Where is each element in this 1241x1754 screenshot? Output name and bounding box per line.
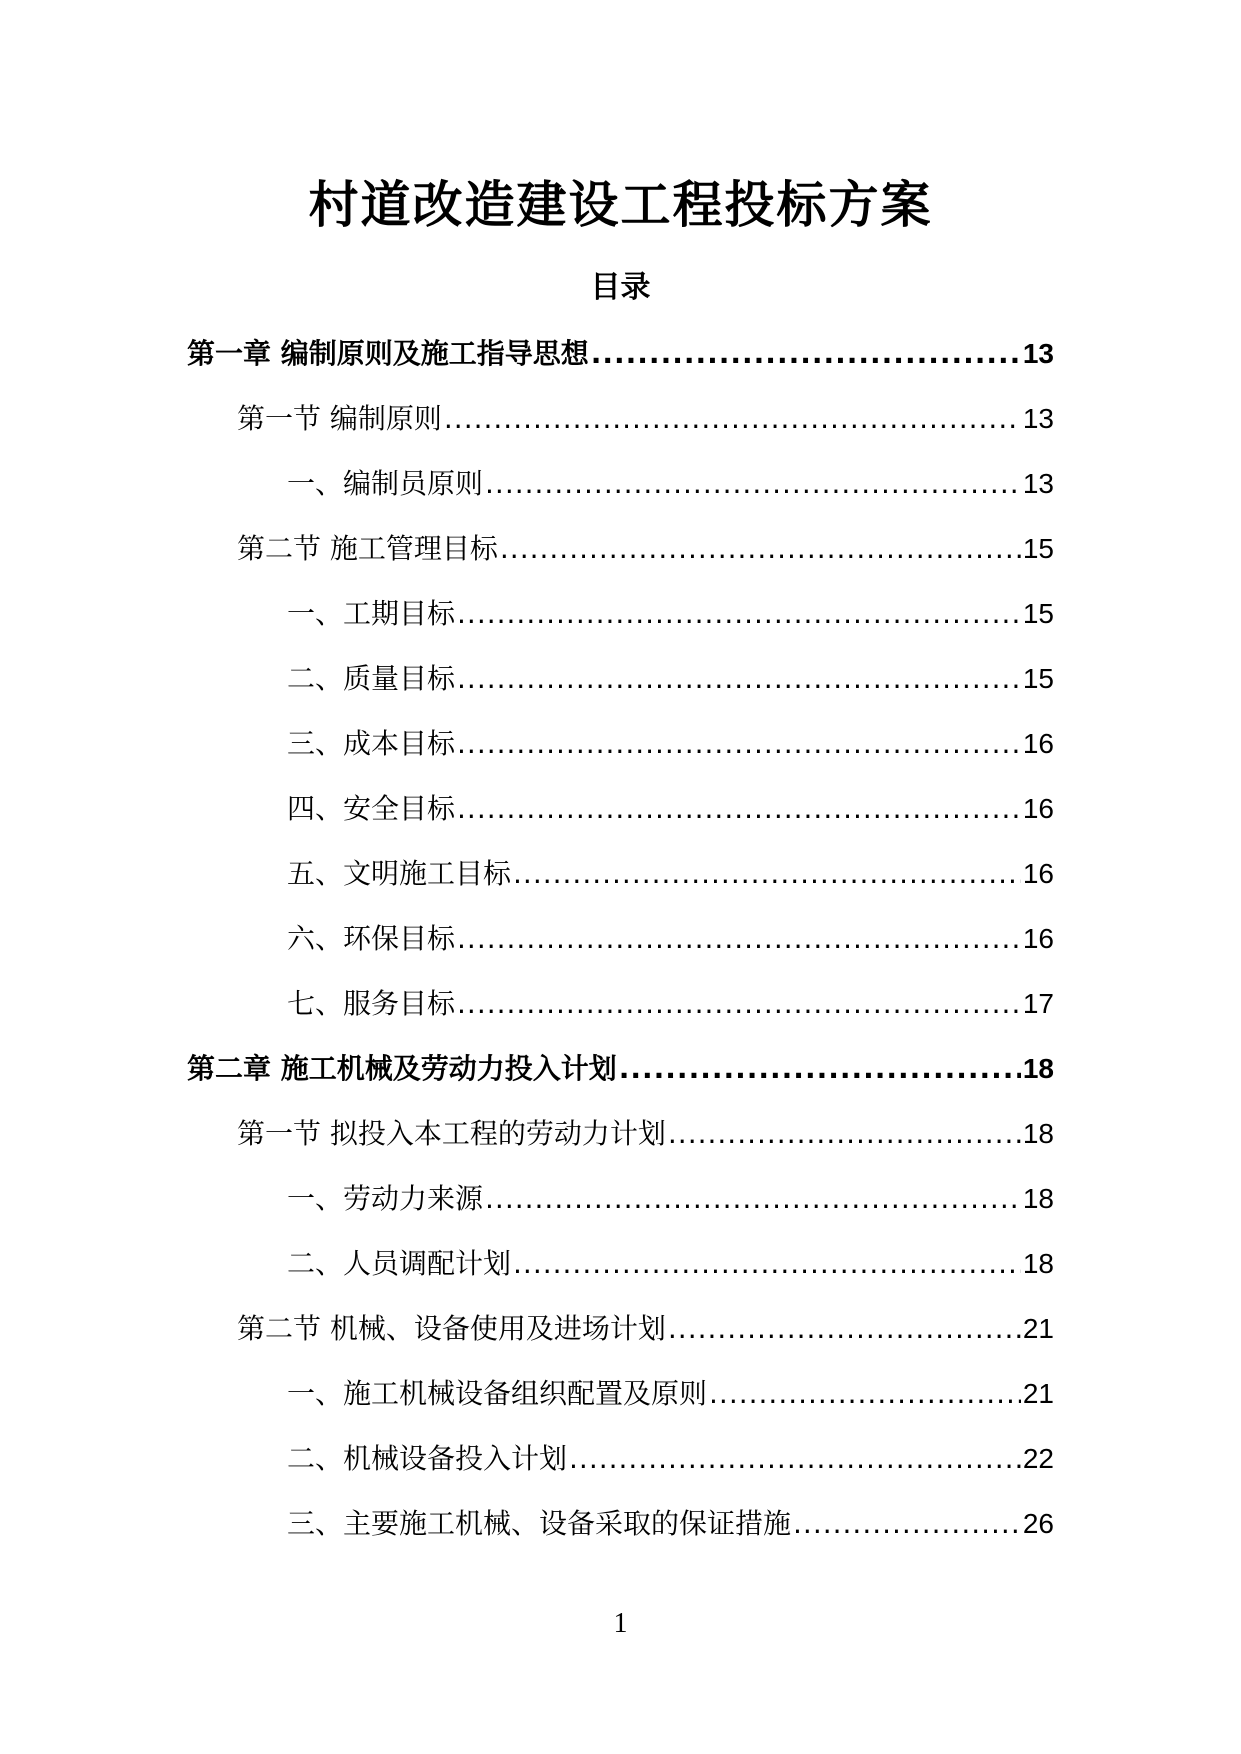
toc-dot-leader	[485, 1171, 1021, 1227]
toc-entry-page: 18	[1022, 1183, 1054, 1214]
toc-entry-page: 16	[1022, 923, 1054, 954]
toc-dot-leader	[668, 1106, 1021, 1162]
toc-entry[interactable]	[187, 1171, 1054, 1236]
toc-dot-leader	[444, 391, 1021, 447]
toc-entry[interactable]	[187, 1366, 1054, 1431]
toc-entry[interactable]	[187, 521, 1054, 586]
toc-entry[interactable]	[187, 1301, 1054, 1366]
toc-entry[interactable]	[187, 976, 1054, 1041]
toc-entry-title: 三、主要施工机械、设备采取的保证措施	[287, 1507, 792, 1540]
toc-entry-title: 第一节 拟投入本工程的劳动力计划	[237, 1117, 666, 1150]
toc-entry-page: 16	[1022, 793, 1054, 824]
toc-entry[interactable]	[187, 911, 1054, 976]
toc-dot-leader	[485, 456, 1021, 512]
toc-entry-page: 13	[1022, 338, 1054, 369]
toc-entry-page: 21	[1022, 1378, 1054, 1409]
toc-entry-title: 四、安全目标	[287, 792, 456, 825]
toc-entry[interactable]	[187, 1041, 1054, 1106]
toc-entry-title: 第二节 施工管理目标	[237, 532, 498, 565]
toc-entry-title: 五、文明施工目标	[287, 857, 512, 890]
toc-entry-page: 15	[1022, 663, 1054, 694]
toc-entry[interactable]	[187, 1236, 1054, 1301]
toc-entry[interactable]	[187, 391, 1054, 456]
toc-dot-leader	[513, 1236, 1021, 1292]
toc-dot-leader	[591, 326, 1021, 382]
toc-dot-leader	[513, 846, 1021, 902]
toc-dot-leader	[793, 1496, 1021, 1552]
toc-dot-leader	[668, 1301, 1021, 1357]
toc-entry-page: 18	[1022, 1118, 1054, 1149]
toc-entry[interactable]	[187, 1106, 1054, 1171]
toc-dot-leader	[500, 521, 1021, 577]
toc-entry-page: 21	[1022, 1313, 1054, 1344]
toc-entry-title: 第二节 机械、设备使用及进场计划	[237, 1312, 666, 1345]
toc-entry-page: 15	[1022, 533, 1054, 564]
toc-entry-title: 一、编制员原则	[287, 467, 484, 500]
toc-dot-leader	[457, 911, 1021, 967]
toc-entry-page: 18	[1022, 1053, 1054, 1084]
toc-entry-page: 16	[1022, 858, 1054, 889]
toc-entry[interactable]	[187, 651, 1054, 716]
toc-entry[interactable]	[187, 1496, 1054, 1561]
document-title: 村道改造建设工程投标方案	[308, 176, 933, 234]
toc-entry-title: 一、施工机械设备组织配置及原则	[287, 1377, 708, 1410]
toc-dot-leader	[457, 781, 1021, 837]
toc-entry-page: 13	[1022, 403, 1054, 434]
toc-dot-leader	[457, 716, 1021, 772]
toc-dot-leader	[457, 586, 1021, 642]
toc-entry-page: 22	[1022, 1443, 1054, 1474]
toc-entry-title: 六、环保目标	[287, 922, 456, 955]
toc-entry[interactable]	[187, 716, 1054, 781]
toc-entry-title: 第二章 施工机械及劳动力投入计划	[187, 1052, 617, 1085]
toc-entry-title: 二、质量目标	[287, 662, 456, 695]
toc-entry[interactable]	[187, 1431, 1054, 1496]
toc-entry-title: 第一节 编制原则	[237, 402, 442, 435]
toc-entry-page: 15	[1022, 598, 1054, 629]
toc-entry-title: 二、机械设备投入计划	[287, 1442, 568, 1475]
toc-entry-title: 二、人员调配计划	[287, 1247, 512, 1280]
toc-dot-leader	[457, 651, 1021, 707]
toc-entry-title: 三、成本目标	[287, 727, 456, 760]
toc-dot-leader	[619, 1041, 1021, 1097]
toc-entry[interactable]	[187, 781, 1054, 846]
toc-dot-leader	[709, 1366, 1021, 1422]
toc-entry[interactable]	[187, 326, 1054, 391]
toc-entry-title: 一、工期目标	[287, 597, 456, 630]
toc-entry-page: 17	[1022, 988, 1054, 1019]
toc-entry-title: 一、劳动力来源	[287, 1182, 484, 1215]
toc-entry-page: 26	[1022, 1508, 1054, 1539]
toc-entry[interactable]	[187, 846, 1054, 911]
toc-heading: 目录	[590, 270, 651, 305]
table-of-contents	[187, 326, 1054, 1561]
toc-dot-leader	[457, 976, 1021, 1032]
toc-entry-page: 18	[1022, 1248, 1054, 1279]
toc-entry-page: 13	[1022, 468, 1054, 499]
toc-entry[interactable]	[187, 586, 1054, 651]
toc-entry[interactable]	[187, 456, 1054, 521]
toc-entry-title: 七、服务目标	[287, 987, 456, 1020]
page-number: 1	[613, 1608, 628, 1639]
toc-entry-page: 16	[1022, 728, 1054, 759]
toc-dot-leader	[569, 1431, 1021, 1487]
toc-entry-title: 第一章 编制原则及施工指导思想	[187, 337, 589, 370]
